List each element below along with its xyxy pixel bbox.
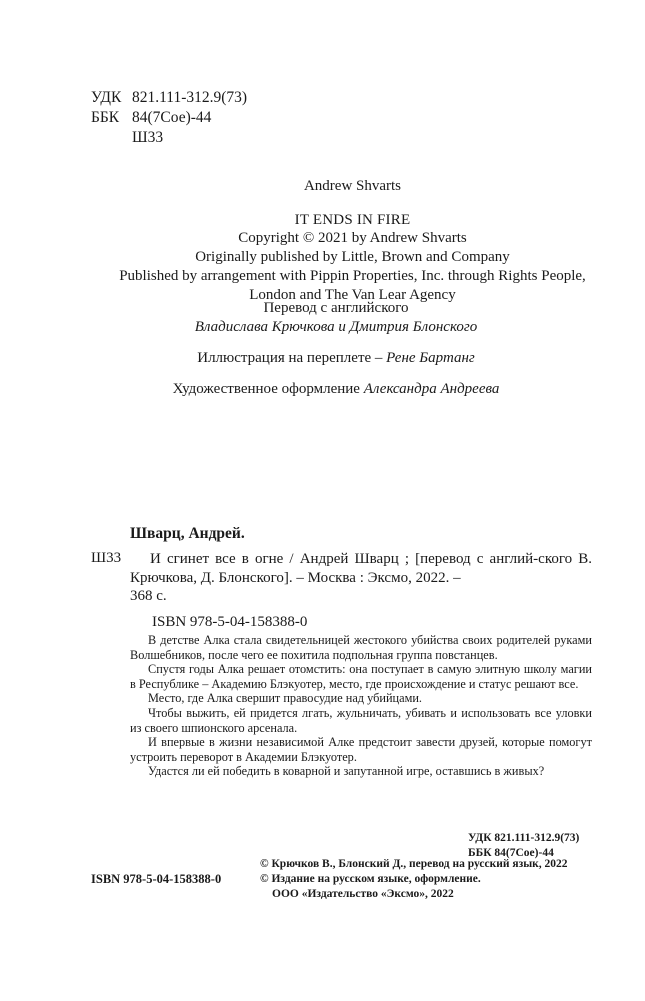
copyright-notice: © Крючков В., Блонский Д., перевод на русский язык, 2022 bbox=[260, 858, 568, 870]
copyright-line: Published by arrangement with Pippin Properties, Inc. through Rights People, bbox=[119, 268, 586, 284]
illustration-label: Иллюстрация на переплете – bbox=[197, 350, 383, 366]
annotation-paragraph: Чтобы выжить, ей придется лгать, жульничать, убивать и использовать все уловки из своего шпионского арсенала. bbox=[130, 705, 592, 735]
bbk-label: ББК bbox=[91, 109, 120, 126]
annotation-paragraph: И впервые в жизни независимой Алке предстоит завести друзей, которые помогут устроить переворот в Академии Блэкуотер. bbox=[130, 735, 592, 764]
annotation-paragraph: Удастся ли ей победить в коварной и запутанной игре, оставшись в живых? bbox=[148, 764, 545, 779]
annotation-paragraph: Спустя годы Алка решает отомстить: она поступает в самую элитную школу магии в Республике – Академию Блэкуотер, место, где происхождение и статус решают все. bbox=[130, 662, 592, 691]
bbk-value: 84(7Сое)-44 bbox=[132, 109, 212, 126]
bib-description: И сгинет все в огне / Андрей Шварц ; [перевод с англий-ского В. Крючкова, Д. Блонского]. – Москва : Эксмо, 2022. – bbox=[130, 551, 592, 586]
annotation-paragraph: В детстве Алка стала свидетельницей жестокого убийства своих родителей руками Волшебников, после чего ее похитила подпольная группа повстанцев. bbox=[130, 633, 592, 662]
udk-label: УДК bbox=[91, 89, 122, 106]
annotation bbox=[130, 633, 592, 779]
bbk-code-right: ББК 84(7Сое)-44 bbox=[468, 847, 554, 859]
design-label: Художественное оформление bbox=[172, 381, 360, 397]
author-mark: Ш33 bbox=[132, 129, 164, 146]
design-credit bbox=[91, 380, 581, 399]
udk-value: 821.111-312.9(73) bbox=[132, 89, 248, 106]
illustration-credit bbox=[91, 349, 581, 368]
designer: Александра Андреева bbox=[363, 381, 500, 397]
isbn-footer: ISBN 978-5-04-158388-0 bbox=[91, 872, 222, 886]
copyright-line: Copyright © 2021 by Andrew Shvarts bbox=[238, 230, 467, 246]
translation-label: Перевод с английского bbox=[263, 300, 409, 316]
copyright-block bbox=[60, 229, 645, 305]
illustrator: Рене Бартанг bbox=[386, 350, 475, 366]
classification-block bbox=[91, 88, 247, 148]
copyright-notices bbox=[260, 857, 568, 902]
translators: Владислава Крючкова и Дмитрия Блонского bbox=[194, 319, 478, 335]
copyright-line: Originally published by Little, Brown and Company bbox=[195, 249, 510, 265]
bib-code: Ш33 bbox=[91, 550, 122, 566]
translation-credit bbox=[91, 299, 581, 337]
bib-isbn: ISBN 978-5-04-158388-0 bbox=[152, 614, 308, 630]
udk-code-right: УДК 821.111-312.9(73) bbox=[468, 832, 580, 844]
bib-pages: 368 с. bbox=[130, 588, 167, 604]
original-author: Andrew Shvarts bbox=[303, 178, 402, 194]
copyright-line: London and The Van Lear Agency bbox=[249, 287, 456, 303]
copyright-notice: ООО «Издательство «Эксмо», 2022 bbox=[272, 888, 454, 900]
copyright-notice: © Издание на русском языке, оформление. bbox=[260, 873, 481, 885]
bib-heading: Шварц, Андрей. bbox=[130, 525, 245, 542]
original-title: IT ENDS IN FIRE bbox=[294, 212, 411, 228]
annotation-paragraph: Место, где Алка свершит правосудие над убийцами. bbox=[148, 691, 423, 706]
